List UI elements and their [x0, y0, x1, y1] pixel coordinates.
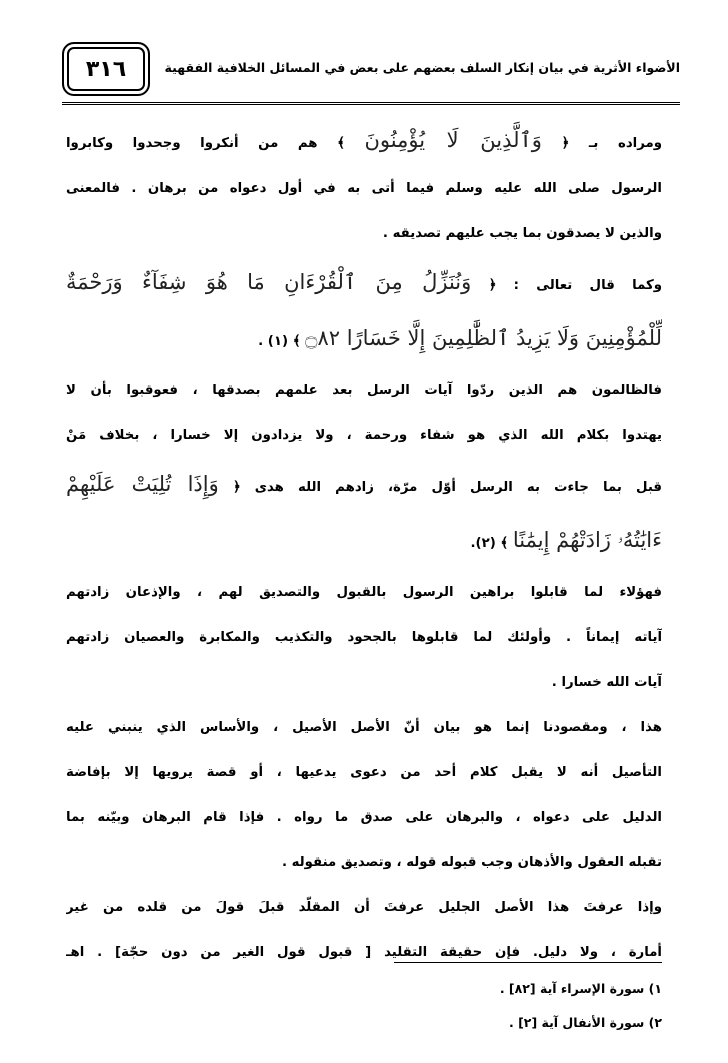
- text-line-7: يهتدوا بكلام الله الذي هو شفاء ورحمة ، ولا يزدادون إلا خسارا ، بخلاف مَنْ: [66, 428, 662, 443]
- footnote-2: ٢) سورة الأنفال آية [٢] .: [508, 1015, 662, 1030]
- quran-verse: لِّلْمُؤْمِنِينَ وَلَا يَزِيدُ ٱلظَّٰلِمِينَ إِلَّا خَسَارًا ۝٨٢: [305, 326, 662, 350]
- footnote-separator: [394, 962, 662, 963]
- text-line-5: لِّلْمُؤْمِنِينَ وَلَا يَزِيدُ ٱلظَّٰلِمِينَ إِلَّا خَسَارًا ۝٨٢ ﴾ (١) .: [258, 326, 662, 350]
- text-line-9: ءَايَٰتُهُۥ زَادَتْهُمْ إِيمَٰنًا ﴾ (٢).: [470, 528, 662, 552]
- text-line-3: والذين لا يصدقون بما يجب عليهم تصديقه .: [382, 226, 662, 241]
- text-line-4: وكما قال تعالى : ﴿ وَنُنَزِّلُ مِنَ ٱلْقُرْءَانِ مَا هُوَ شِفَآءٌ وَرَحْمَةٌ: [66, 270, 662, 294]
- quran-verse: ءَايَٰتُهُۥ زَادَتْهُمْ إِيمَٰنًا: [512, 528, 662, 552]
- main-text: [66, 118, 662, 975]
- text-line-1: ومراده بـ ﴿ وَٱلَّذِينَ لَا يُؤْمِنُونَ ﴾ هم من أنكروا وجحدوا وكابروا: [66, 128, 662, 152]
- text-line-2: الرسول صلى الله عليه وسلم فيما أتى به في أول دعواه من برهان . فالمعنى: [66, 181, 662, 196]
- running-title: الأضواء الأثرية في بيان إنكار السلف بعضهم على بعض في المسائل الخلافية الفقهية: [164, 60, 680, 75]
- text-line-13: هذا ، ومقصودنا إنما هو بيان أنّ الأصل الأصيل ، والأساس الذي ينبني عليه: [66, 720, 662, 735]
- quran-verse: وَإِذَا تُلِيَتْ عَلَيْهِمْ: [66, 472, 219, 496]
- text-line-11: آياته إيماناً . وأولئك لما قابلوها بالجحود والتكذيب والمكابرة والعصيان زادتهم: [66, 630, 662, 645]
- text-line-8: قبل بما جاءت به الرسل أوّل مرّة، زادهم الله هدى ﴿ وَإِذَا تُلِيَتْ عَلَيْهِمْ: [66, 472, 662, 496]
- footnotes: [262, 972, 662, 1040]
- quran-verse: وَنُنَزِّلُ مِنَ ٱلْقُرْءَانِ مَا هُوَ شِفَآءٌ وَرَحْمَةٌ: [66, 270, 472, 294]
- text-line-10: فهؤلاء لما قابلوا براهين الرسول بالقبول والتصديق لهم ، والإذعان زادتهم: [66, 585, 662, 600]
- text-line-16: تقبله العقول والأذهان وجب قبوله قوله ، وتصديق منقوله .: [281, 855, 662, 870]
- page-number: ٣١٦: [85, 56, 127, 82]
- page-header: [62, 42, 680, 105]
- text-line-17: وإذا عرفتَ هذا الأصل الجليل عرفتَ أن المقلّد قبلَ قولَ من قلده من غير: [66, 900, 662, 915]
- quran-verse: وَٱلَّذِينَ لَا يُؤْمِنُونَ: [364, 128, 542, 152]
- text-line-14: التأصيل أنه لا يقبل كلام أحد من دعوى يدعيها ، أو قصة يرويها إلا بإفاضة: [66, 765, 662, 780]
- text-line-18: أمارة ، ولا دليل. فإن حقيقة التقليد [ قبول قول الغير من دون حجّة] . اهـ: [66, 945, 662, 960]
- text-line-6: فالظالمون هم الذين ردّوا آيات الرسل بعد علمهم بصدقها ، فعوقبوا بأن لا: [66, 383, 662, 398]
- footnote-1: ١) سورة الإسراء آية [٨٢] .: [499, 981, 662, 996]
- text-line-12: آيات الله خسارا .: [551, 675, 662, 690]
- text-line-15: الدليل على دعواه ، والبرهان على صدق ما رواه . فإذا قام البرهان وبيّنه بما: [66, 810, 662, 825]
